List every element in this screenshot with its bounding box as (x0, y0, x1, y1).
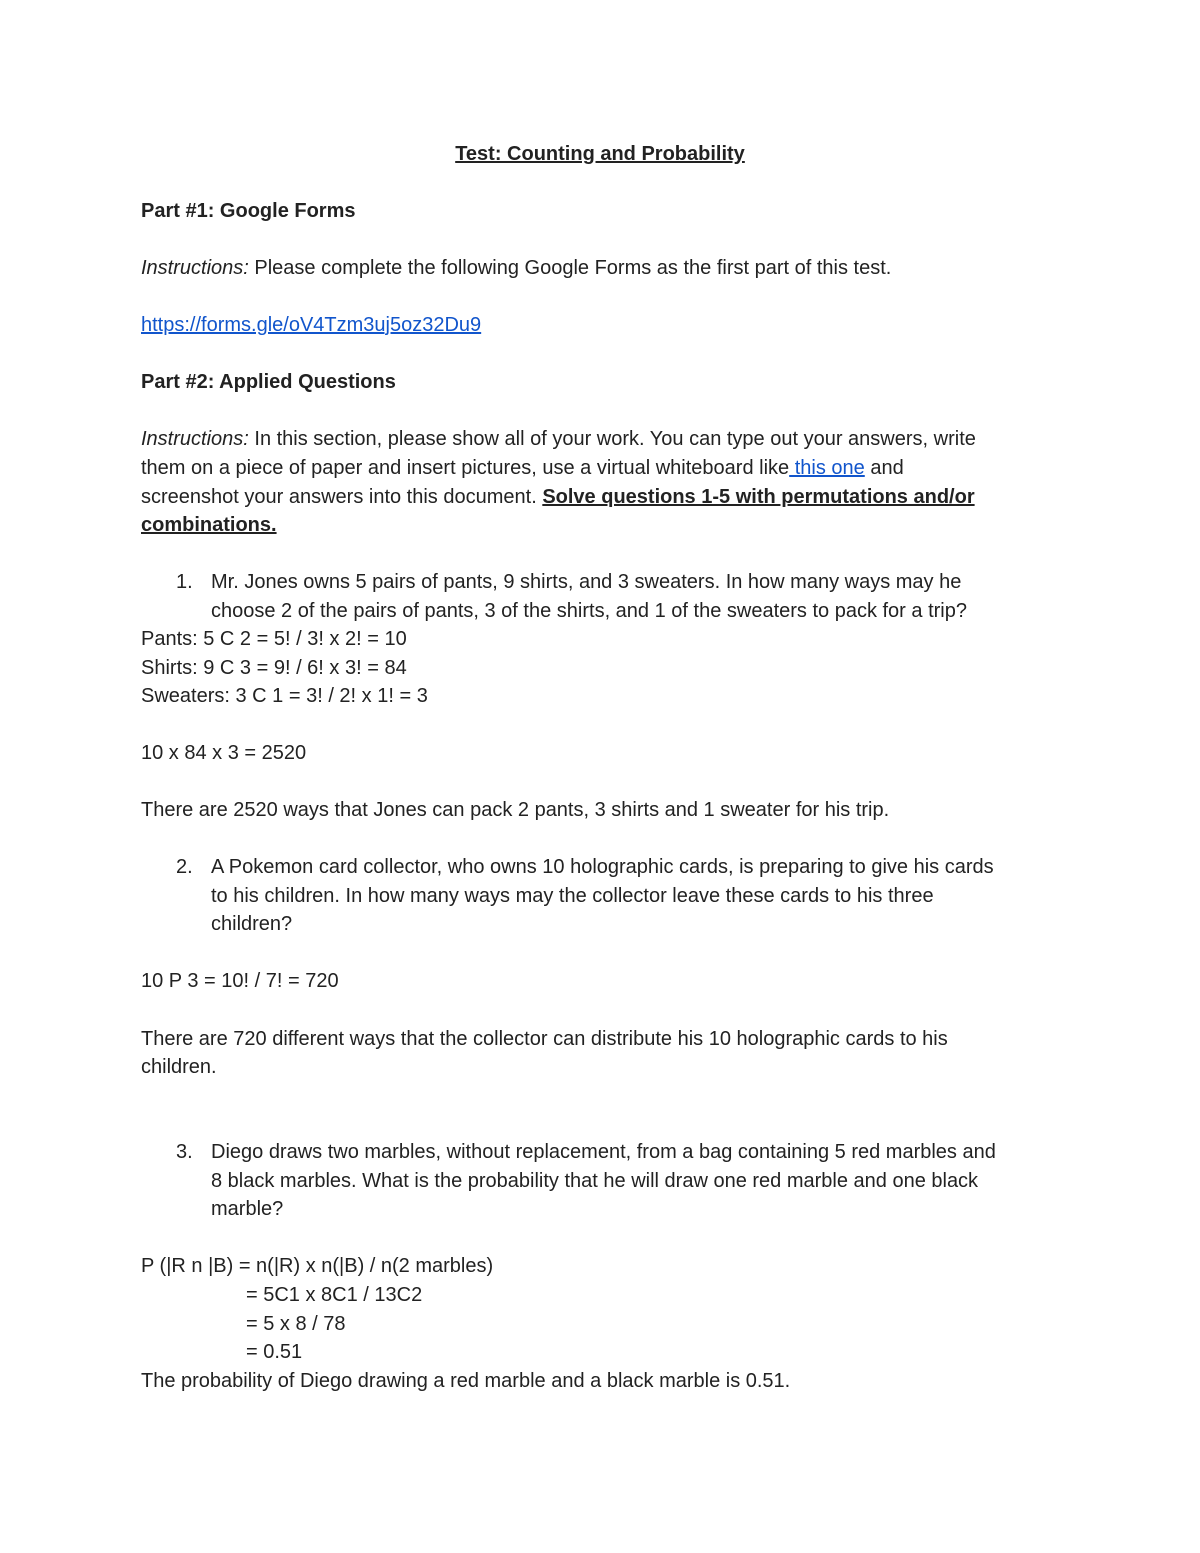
question-number: 1. (176, 571, 193, 593)
instructions-text: In this section, please show all of your work. You can type out your answers, write (248, 428, 976, 450)
question-text: choose 2 of the pairs of pants, 3 of the shirts, and 1 of the sweaters to pack for a trip? (211, 600, 967, 622)
question-text: 8 black marbles. What is the probability that he will draw one red marble and one black (211, 1170, 979, 1192)
part2-instructions-line-2 (141, 455, 904, 481)
question-text: Diego draws two marbles, without replacement, from a bag containing 5 red marbles and (211, 1141, 996, 1163)
calculation-line: 10 P 3 = 10! / 7! = 720 (141, 970, 339, 992)
question-text: to his children. In how many ways may the collector leave these cards to his three (211, 885, 934, 907)
answer-line: There are 2520 ways that Jones can pack 2 pants, 3 shirts and 1 sweater for his trip. (141, 799, 890, 821)
instructions-label: Instructions: (141, 428, 249, 450)
work-line: = 5C1 x 8C1 / 13C2 (246, 1284, 423, 1306)
answer-line: The probability of Diego drawing a red marble and a black marble is 0.51. (141, 1370, 791, 1392)
google-forms-link-line (141, 312, 481, 338)
work-line: = 5 x 8 / 78 (246, 1313, 346, 1335)
part2-heading: Part #2: Applied Questions (141, 371, 396, 393)
part1-heading: Part #1: Google Forms (141, 200, 356, 222)
part1-instructions (141, 255, 891, 281)
whiteboard-link[interactable]: this one (789, 457, 865, 479)
instructions-text: Please complete the following Google Forms as the first part of this test. (248, 257, 892, 279)
instructions-emphasis: combinations. (141, 514, 277, 536)
question-text: children? (211, 913, 293, 935)
question-text: Mr. Jones owns 5 pairs of pants, 9 shirts, and 3 sweaters. In how many ways may he (211, 571, 962, 593)
question-number: 2. (176, 856, 193, 878)
instructions-text: screenshot your answers into this document. (141, 486, 543, 508)
instructions-label: Instructions: (141, 257, 249, 279)
work-line: Sweaters: 3 C 1 = 3! / 2! x 1! = 3 (141, 685, 428, 707)
work-line: P (|R n |B) = n(|R) x n(|B) / n(2 marbles) (141, 1255, 494, 1277)
work-line: = 0.51 (246, 1341, 303, 1363)
google-forms-link[interactable]: https://forms.gle/oV4Tzm3uj5oz32Du9 (141, 314, 482, 336)
part2-instructions-line-3 (141, 484, 975, 510)
calculation-line: 10 x 84 x 3 = 2520 (141, 742, 307, 764)
part2-instructions-line-4 (141, 512, 277, 538)
answer-line: children. (141, 1056, 217, 1078)
answer-line: There are 720 different ways that the collector can distribute his 10 holographic cards to his (141, 1028, 948, 1050)
instructions-emphasis: Solve questions 1-5 with permutations and/or (542, 486, 975, 508)
document-title: Test: Counting and Probability (455, 143, 745, 165)
work-line: Shirts: 9 C 3 = 9! / 6! x 3! = 84 (141, 657, 407, 679)
question-text: A Pokemon card collector, who owns 10 holographic cards, is preparing to give his cards (211, 856, 994, 878)
question-number: 3. (176, 1141, 193, 1163)
question-text: marble? (211, 1198, 284, 1220)
instructions-text: and (864, 457, 904, 479)
work-line: Pants: 5 C 2 = 5! / 3! x 2! = 10 (141, 628, 407, 650)
instructions-text: them on a piece of paper and insert pictures, use a virtual whiteboard like (141, 457, 790, 479)
part2-instructions-line-1 (141, 426, 976, 452)
